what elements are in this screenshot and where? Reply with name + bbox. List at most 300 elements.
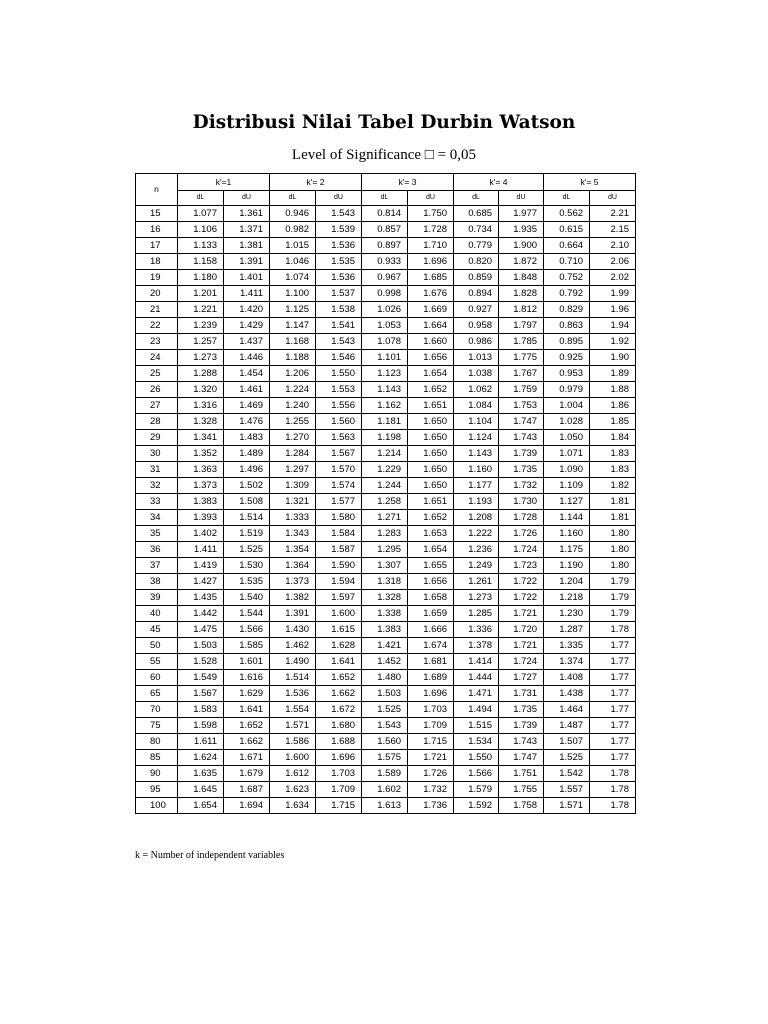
value-cell: 1.427: [178, 574, 224, 590]
value-cell: 1.728: [408, 222, 454, 238]
value-cell: 1.652: [224, 718, 270, 734]
value-cell: 1.352: [178, 446, 224, 462]
value-cell: 0.933: [362, 254, 408, 270]
value-cell: 1.739: [499, 718, 544, 734]
value-cell: 1.577: [316, 494, 362, 510]
value-cell: 0.998: [362, 286, 408, 302]
value-cell: 1.728: [499, 510, 544, 526]
n-cell: 100: [136, 798, 178, 814]
value-cell: 1.271: [362, 510, 408, 526]
value-cell: 1.419: [178, 558, 224, 574]
value-cell: 1.583: [178, 702, 224, 718]
value-cell: 1.528: [178, 654, 224, 670]
n-cell: 50: [136, 638, 178, 654]
value-cell: 1.78: [590, 782, 636, 798]
value-cell: 1.469: [224, 398, 270, 414]
value-cell: 1.732: [499, 478, 544, 494]
value-cell: 1.666: [408, 622, 454, 638]
table-row: [136, 686, 636, 702]
value-cell: 1.381: [224, 238, 270, 254]
value-cell: 1.650: [408, 462, 454, 478]
value-cell: 1.635: [178, 766, 224, 782]
value-cell: 1.616: [224, 670, 270, 686]
value-cell: 1.430: [270, 622, 316, 638]
value-cell: 1.354: [270, 542, 316, 558]
value-cell: 1.224: [270, 382, 316, 398]
value-cell: 1.585: [224, 638, 270, 654]
n-cell: 20: [136, 286, 178, 302]
value-cell: 1.124: [454, 430, 499, 446]
value-cell: 1.556: [316, 398, 362, 414]
value-cell: 1.208: [454, 510, 499, 526]
value-cell: 0.894: [454, 286, 499, 302]
value-cell: 1.589: [362, 766, 408, 782]
value-cell: 1.80: [590, 558, 636, 574]
value-cell: 1.503: [362, 686, 408, 702]
value-cell: 1.442: [178, 606, 224, 622]
value-cell: 1.613: [362, 798, 408, 814]
value-cell: 1.726: [499, 526, 544, 542]
table-row: [136, 590, 636, 606]
value-cell: 1.679: [224, 766, 270, 782]
n-cell: 22: [136, 318, 178, 334]
value-cell: 1.828: [499, 286, 544, 302]
value-cell: 0.857: [362, 222, 408, 238]
k-header: k'= 5: [544, 174, 636, 191]
value-cell: 1.536: [316, 238, 362, 254]
value-cell: 0.859: [454, 270, 499, 286]
value-cell: 1.321: [270, 494, 316, 510]
table-row: [136, 798, 636, 814]
value-cell: 1.544: [224, 606, 270, 622]
value-cell: 1.584: [316, 526, 362, 542]
value-cell: 1.074: [270, 270, 316, 286]
value-cell: 1.758: [499, 798, 544, 814]
table-row: [136, 430, 636, 446]
value-cell: 1.753: [499, 398, 544, 414]
table-body: [136, 206, 636, 814]
value-cell: 1.580: [316, 510, 362, 526]
table-row: [136, 270, 636, 286]
value-cell: 1.687: [224, 782, 270, 798]
table-row: [136, 782, 636, 798]
value-cell: 1.709: [408, 718, 454, 734]
n-cell: 75: [136, 718, 178, 734]
value-cell: 1.490: [270, 654, 316, 670]
value-cell: 2.10: [590, 238, 636, 254]
value-cell: 1.658: [408, 590, 454, 606]
value-cell: 1.536: [316, 270, 362, 286]
value-cell: 1.393: [178, 510, 224, 526]
value-cell: 1.567: [316, 446, 362, 462]
value-cell: 1.554: [270, 702, 316, 718]
value-cell: 1.767: [499, 366, 544, 382]
value-cell: 0.925: [544, 350, 590, 366]
table-row: [136, 238, 636, 254]
value-cell: 1.650: [408, 446, 454, 462]
n-cell: 95: [136, 782, 178, 798]
value-cell: 1.175: [544, 542, 590, 558]
value-cell: 2.15: [590, 222, 636, 238]
value-cell: 1.660: [408, 334, 454, 350]
value-cell: 0.946: [270, 206, 316, 222]
value-cell: 1.557: [544, 782, 590, 798]
value-cell: 1.190: [544, 558, 590, 574]
table-row: [136, 574, 636, 590]
value-cell: 1.214: [362, 446, 408, 462]
value-cell: 1.651: [408, 398, 454, 414]
value-cell: 1.715: [408, 734, 454, 750]
n-cell: 85: [136, 750, 178, 766]
value-cell: 1.341: [178, 430, 224, 446]
k-header: k'=1: [178, 174, 270, 191]
value-cell: 1.722: [499, 574, 544, 590]
value-cell: 1.046: [270, 254, 316, 270]
value-cell: 1.363: [178, 462, 224, 478]
value-cell: 1.77: [590, 718, 636, 734]
value-cell: 1.222: [454, 526, 499, 542]
value-cell: 0.979: [544, 382, 590, 398]
table-row: [136, 350, 636, 366]
value-cell: 1.629: [224, 686, 270, 702]
value-cell: 1.255: [270, 414, 316, 430]
value-cell: 1.078: [362, 334, 408, 350]
dl-header: dL: [362, 191, 408, 206]
value-cell: 1.546: [316, 350, 362, 366]
value-cell: 1.180: [178, 270, 224, 286]
value-cell: 0.779: [454, 238, 499, 254]
value-cell: 1.689: [408, 670, 454, 686]
value-cell: 1.090: [544, 462, 590, 478]
value-cell: 1.383: [362, 622, 408, 638]
value-cell: 1.600: [270, 750, 316, 766]
value-cell: 1.81: [590, 510, 636, 526]
value-cell: 0.895: [544, 334, 590, 350]
value-cell: 1.160: [544, 526, 590, 542]
value-cell: 1.696: [316, 750, 362, 766]
value-cell: 1.514: [270, 670, 316, 686]
value-cell: 1.461: [224, 382, 270, 398]
value-cell: 1.435: [178, 590, 224, 606]
page-title: Distribusi Nilai Tabel Durbin Watson: [192, 112, 576, 133]
value-cell: 1.726: [408, 766, 454, 782]
value-cell: 1.743: [499, 734, 544, 750]
value-cell: 1.681: [408, 654, 454, 670]
table-row: [136, 398, 636, 414]
value-cell: 1.273: [454, 590, 499, 606]
value-cell: 1.333: [270, 510, 316, 526]
value-cell: 1.542: [544, 766, 590, 782]
value-cell: 1.653: [408, 526, 454, 542]
value-cell: 1.812: [499, 302, 544, 318]
value-cell: 1.338: [362, 606, 408, 622]
table-row: [136, 750, 636, 766]
value-cell: 1.696: [408, 686, 454, 702]
value-cell: 0.953: [544, 366, 590, 382]
value-cell: 1.530: [224, 558, 270, 574]
value-cell: 1.143: [454, 446, 499, 462]
value-cell: 1.594: [316, 574, 362, 590]
value-cell: 0.734: [454, 222, 499, 238]
value-cell: 1.471: [454, 686, 499, 702]
value-cell: 1.655: [408, 558, 454, 574]
value-cell: 1.236: [454, 542, 499, 558]
value-cell: 1.90: [590, 350, 636, 366]
value-cell: 1.391: [270, 606, 316, 622]
value-cell: 0.615: [544, 222, 590, 238]
value-cell: 1.525: [544, 750, 590, 766]
value-cell: 2.06: [590, 254, 636, 270]
value-cell: 1.421: [362, 638, 408, 654]
value-cell: 1.373: [178, 478, 224, 494]
value-cell: 1.535: [316, 254, 362, 270]
value-cell: 1.747: [499, 750, 544, 766]
n-cell: 33: [136, 494, 178, 510]
value-cell: 1.77: [590, 750, 636, 766]
value-cell: 1.084: [454, 398, 499, 414]
n-cell: 16: [136, 222, 178, 238]
durbin-watson-table: [135, 173, 636, 814]
value-cell: 1.168: [270, 334, 316, 350]
table-row: [136, 734, 636, 750]
value-cell: 1.654: [408, 366, 454, 382]
table-row: [136, 446, 636, 462]
value-cell: 0.820: [454, 254, 499, 270]
n-cell: 39: [136, 590, 178, 606]
value-cell: 1.543: [316, 334, 362, 350]
value-cell: 1.662: [224, 734, 270, 750]
value-cell: 1.218: [544, 590, 590, 606]
value-cell: 1.297: [270, 462, 316, 478]
n-cell: 70: [136, 702, 178, 718]
value-cell: 1.550: [316, 366, 362, 382]
value-cell: 1.721: [499, 606, 544, 622]
table-row: [136, 702, 636, 718]
value-cell: 1.106: [178, 222, 224, 238]
k-header: k'= 2: [270, 174, 362, 191]
value-cell: 1.123: [362, 366, 408, 382]
value-cell: 1.188: [270, 350, 316, 366]
value-cell: 2.02: [590, 270, 636, 286]
value-cell: 1.86: [590, 398, 636, 414]
du-header: dU: [408, 191, 454, 206]
value-cell: 1.80: [590, 526, 636, 542]
value-cell: 1.438: [544, 686, 590, 702]
value-cell: 1.206: [270, 366, 316, 382]
value-cell: 1.230: [544, 606, 590, 622]
value-cell: 0.562: [544, 206, 590, 222]
value-cell: 1.739: [499, 446, 544, 462]
value-cell: 1.900: [499, 238, 544, 254]
value-cell: 1.050: [544, 430, 590, 446]
n-cell: 36: [136, 542, 178, 558]
value-cell: 1.669: [408, 302, 454, 318]
value-cell: 1.654: [178, 798, 224, 814]
value-cell: 1.201: [178, 286, 224, 302]
value-cell: 1.77: [590, 702, 636, 718]
value-cell: 1.249: [454, 558, 499, 574]
value-cell: 1.158: [178, 254, 224, 270]
value-cell: 1.83: [590, 462, 636, 478]
value-cell: 1.143: [362, 382, 408, 398]
value-cell: 1.336: [454, 622, 499, 638]
value-cell: 1.284: [270, 446, 316, 462]
value-cell: 1.316: [178, 398, 224, 414]
value-cell: 1.575: [362, 750, 408, 766]
value-cell: 1.502: [224, 478, 270, 494]
table-row: [136, 286, 636, 302]
value-cell: 1.402: [178, 526, 224, 542]
value-cell: 1.79: [590, 574, 636, 590]
value-cell: 1.541: [316, 318, 362, 334]
value-cell: 1.515: [454, 718, 499, 734]
value-cell: 1.645: [178, 782, 224, 798]
value-cell: 1.507: [544, 734, 590, 750]
value-cell: 1.560: [316, 414, 362, 430]
value-cell: 1.343: [270, 526, 316, 542]
value-cell: 1.071: [544, 446, 590, 462]
table-row: [136, 654, 636, 670]
value-cell: 1.651: [408, 494, 454, 510]
n-cell: 29: [136, 430, 178, 446]
value-cell: 1.650: [408, 430, 454, 446]
value-cell: 1.411: [224, 286, 270, 302]
value-cell: 1.480: [362, 670, 408, 686]
n-cell: 24: [136, 350, 178, 366]
value-cell: 1.536: [270, 686, 316, 702]
value-cell: 1.177: [454, 478, 499, 494]
value-cell: 1.028: [544, 414, 590, 430]
table-row: [136, 414, 636, 430]
n-cell: 45: [136, 622, 178, 638]
value-cell: 1.641: [224, 702, 270, 718]
value-cell: 1.549: [178, 670, 224, 686]
value-cell: 1.307: [362, 558, 408, 574]
table-row: [136, 334, 636, 350]
value-cell: 1.240: [270, 398, 316, 414]
value-cell: 1.101: [362, 350, 408, 366]
value-cell: 1.204: [544, 574, 590, 590]
value-cell: 1.96: [590, 302, 636, 318]
value-cell: 0.664: [544, 238, 590, 254]
value-cell: 1.685: [408, 270, 454, 286]
value-cell: 0.958: [454, 318, 499, 334]
value-cell: 1.672: [316, 702, 362, 718]
dl-header: dL: [454, 191, 499, 206]
value-cell: 1.162: [362, 398, 408, 414]
value-cell: 1.680: [316, 718, 362, 734]
footnote: k = Number of independent variables: [135, 850, 285, 861]
value-cell: 1.88: [590, 382, 636, 398]
value-cell: 1.80: [590, 542, 636, 558]
value-cell: 1.464: [544, 702, 590, 718]
n-cell: 55: [136, 654, 178, 670]
value-cell: 1.652: [408, 382, 454, 398]
n-header: n: [136, 174, 178, 206]
value-cell: 1.735: [499, 462, 544, 478]
value-cell: 1.408: [544, 670, 590, 686]
value-cell: 1.062: [454, 382, 499, 398]
value-cell: 1.848: [499, 270, 544, 286]
value-cell: 0.863: [544, 318, 590, 334]
value-cell: 1.709: [316, 782, 362, 798]
n-cell: 34: [136, 510, 178, 526]
value-cell: 1.775: [499, 350, 544, 366]
value-cell: 1.382: [270, 590, 316, 606]
value-cell: 1.597: [316, 590, 362, 606]
n-cell: 25: [136, 366, 178, 382]
table-row: [136, 718, 636, 734]
value-cell: 1.373: [270, 574, 316, 590]
value-cell: 0.685: [454, 206, 499, 222]
value-cell: 1.429: [224, 318, 270, 334]
n-cell: 21: [136, 302, 178, 318]
value-cell: 2.21: [590, 206, 636, 222]
value-cell: 1.703: [408, 702, 454, 718]
value-cell: 1.104: [454, 414, 499, 430]
value-cell: 1.747: [499, 414, 544, 430]
value-cell: 1.193: [454, 494, 499, 510]
n-cell: 23: [136, 334, 178, 350]
n-cell: 27: [136, 398, 178, 414]
table-row: [136, 494, 636, 510]
n-cell: 65: [136, 686, 178, 702]
value-cell: 1.703: [316, 766, 362, 782]
value-cell: 1.77: [590, 686, 636, 702]
value-cell: 1.612: [270, 766, 316, 782]
value-cell: 0.829: [544, 302, 590, 318]
value-cell: 1.82: [590, 478, 636, 494]
value-cell: 1.656: [408, 350, 454, 366]
value-cell: 1.038: [454, 366, 499, 382]
value-cell: 1.566: [224, 622, 270, 638]
value-cell: 1.239: [178, 318, 224, 334]
value-cell: 1.283: [362, 526, 408, 542]
value-cell: 1.574: [316, 478, 362, 494]
value-cell: 1.411: [178, 542, 224, 558]
value-cell: 1.743: [499, 430, 544, 446]
value-cell: 1.109: [544, 478, 590, 494]
value-cell: 1.624: [178, 750, 224, 766]
table-row: [136, 254, 636, 270]
value-cell: 1.710: [408, 238, 454, 254]
value-cell: 1.785: [499, 334, 544, 350]
value-cell: 1.475: [178, 622, 224, 638]
value-cell: 1.650: [408, 478, 454, 494]
value-cell: 1.723: [499, 558, 544, 574]
n-cell: 40: [136, 606, 178, 622]
value-cell: 1.543: [316, 206, 362, 222]
value-cell: 1.553: [316, 382, 362, 398]
value-cell: 1.601: [224, 654, 270, 670]
value-cell: 1.476: [224, 414, 270, 430]
table-row: [136, 366, 636, 382]
page-subtitle: Level of Significance □ = 0,05: [291, 147, 477, 163]
value-cell: 1.872: [499, 254, 544, 270]
table-row: [136, 302, 636, 318]
value-cell: 1.508: [224, 494, 270, 510]
value-cell: 1.99: [590, 286, 636, 302]
value-cell: 0.986: [454, 334, 499, 350]
value-cell: 1.328: [178, 414, 224, 430]
value-cell: 1.287: [544, 622, 590, 638]
table-row: [136, 462, 636, 478]
value-cell: 1.270: [270, 430, 316, 446]
value-cell: 1.534: [454, 734, 499, 750]
value-cell: 1.446: [224, 350, 270, 366]
value-cell: 1.89: [590, 366, 636, 382]
table-row: [136, 318, 636, 334]
